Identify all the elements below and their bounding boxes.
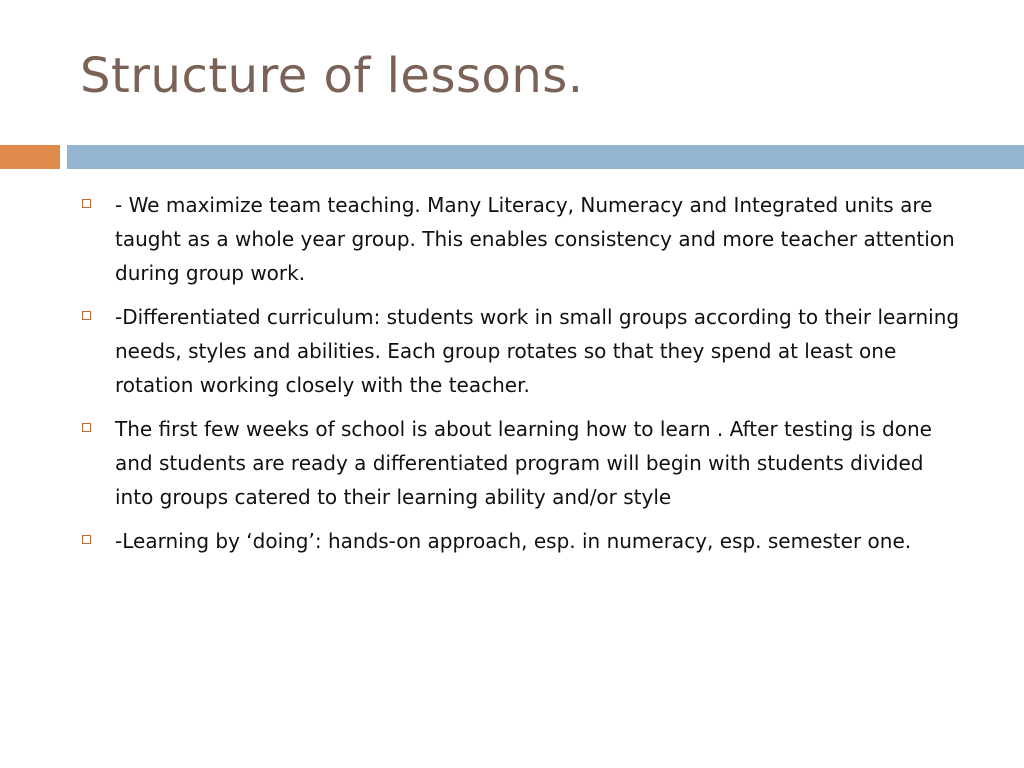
bullet-list (80, 188, 960, 568)
square-bullet-icon (82, 311, 91, 320)
square-bullet-icon (82, 199, 91, 208)
bullet-text: - We maximize team teaching. Many Literacy, Numeracy and Integrated units are taught as a whole year group. This enables consistency and more teacher attention during group work. (115, 193, 955, 285)
accent-bar-orange (0, 145, 60, 169)
bullet-text: -Learning by ‘doing’: hands-on approach, esp. in numeracy, esp. semester one. (115, 529, 912, 553)
square-bullet-icon (82, 535, 91, 544)
bullet-item (80, 412, 960, 514)
bullet-item (80, 188, 960, 290)
bullet-text: The first few weeks of school is about learning how to learn . After testing is done and students are ready a differentiated program will begin with students divided into groups catered to their learning ability and/or style (115, 417, 932, 509)
slide-title: Structure of lessons. (80, 48, 584, 104)
bullet-text: -Differentiated curriculum: students work in small groups according to their learning needs, styles and abilities. Each group rotates so that they spend at least one rotation working closely with the teacher. (115, 305, 960, 397)
accent-bar-blue (67, 145, 1024, 169)
bullet-item (80, 300, 960, 402)
bullet-item (80, 524, 960, 558)
square-bullet-icon (82, 423, 91, 432)
